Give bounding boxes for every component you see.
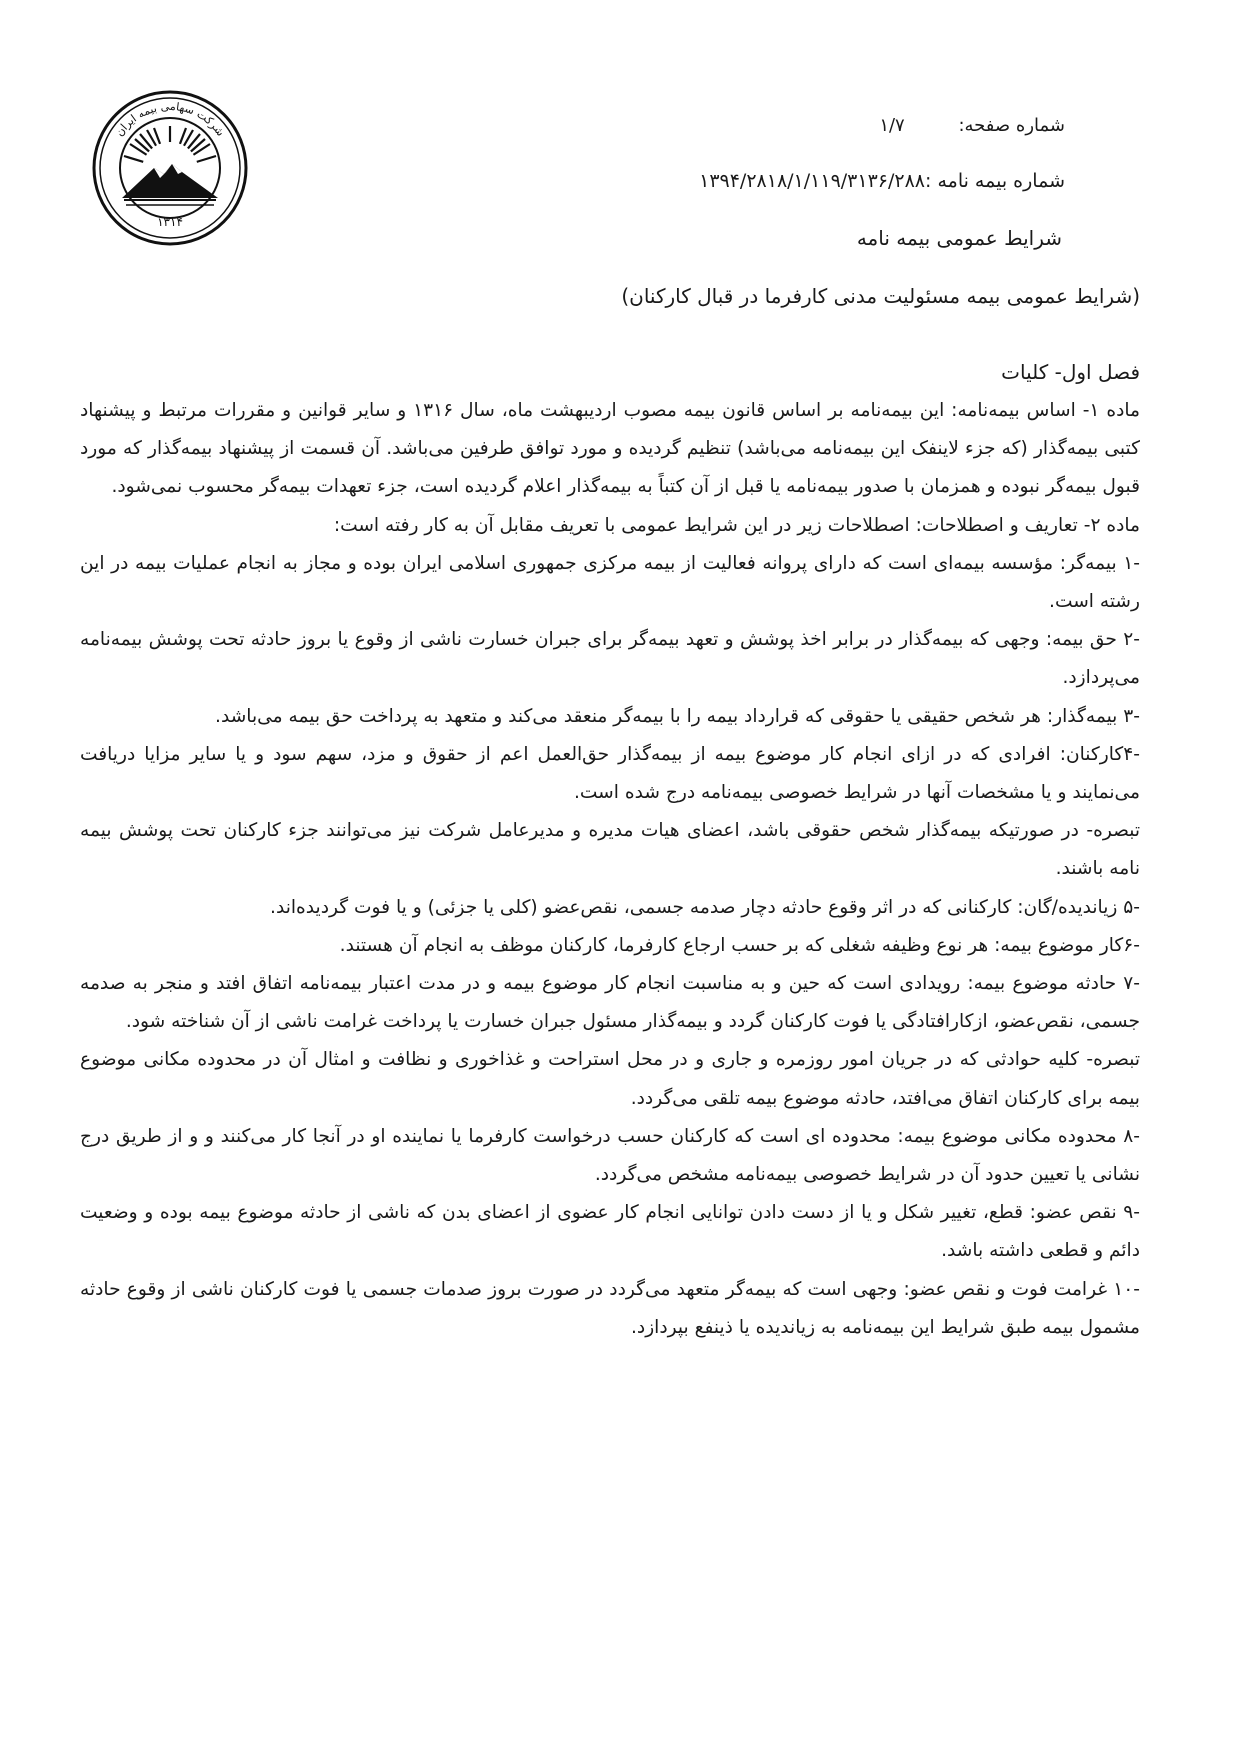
note-legal-entity: تبصره- در صورتیکه بیمه‌گذار شخص حقوقی باشد، اعضای هیات مدیره و مدیرعامل شرکت نیز می‌توانند جزء کارکنان تحت پوشش بیمه نامه باشند. xyxy=(80,820,1140,880)
definition-employees: -۴کارکنان: افرادی که در ازای انجام کار موضوع بیمه از بیمه‌گذار حق‌العمل اعم از حقوق و مزد، سهم سود و یا سایر مزایا دریافت می‌نمایند و یا مشخصات آنها در شرایط خصوصی بیمه‌نامه درج شده است. xyxy=(80,743,1140,804)
definition-injured: -۵ زیاندیده/گان: کارکنانی که در اثر وقوع حادثه دچار صدمه جسمی، نقص‌عضو (کلی یا جزئی) و یا فوت گردیده‌اند. xyxy=(270,896,1140,918)
article-2-definitions: ماده ۲- تعاریف و اصطلاحات: اصطلاحات زیر در این شرایط عمومی با تعریف مقابل آن به کار رفته است: xyxy=(333,514,1140,536)
document-body xyxy=(80,352,1140,1347)
seal-year: ۱۳۱۴ xyxy=(157,215,183,229)
insurance-company-seal xyxy=(90,88,250,248)
chapter-title: فصل اول- کلیات xyxy=(1001,360,1140,384)
definition-location: -۸ محدوده مکانی موضوع بیمه: محدوده ای است که کارکنان حسب درخواست کارفرما یا نماینده او در آنجا کار می‌کنند و و از طریق درج نشانی یا تعیین حدود آن در شرایط خصوصی بیمه‌نامه مشخص می‌گردد. xyxy=(80,1125,1140,1186)
definition-policyholder: -۳ بیمه‌گذار: هر شخص حقیقی یا حقوقی که قرارداد بیمه را با بیمه‌گر منعقد می‌کند و متعهد به پرداخت حق بیمه می‌باشد. xyxy=(215,705,1140,727)
page-number-line xyxy=(879,115,1065,136)
definition-insured-accident: -۷ حادثه موضوع بیمه: رویدادی است که حین و به مناسبت انجام کار موضوع بیمه و در مدت اعتبار بیمه‌نامه اتفاق افتد و منجر به صدمه جسمی، نقص‌عضو، ازکارافتادگی یا فوت کارکنان گردد و بیمه‌گذار مسئول جبران خسارت یا پرداخت غرامت ناشی از آن شناخته شود. xyxy=(80,973,1140,1033)
definition-insured-work: -۶کار موضوع بیمه: هر نوع وظیفه شغلی که بر حسب ارجاع کارفرما، کارکنان موظف به انجام آن هستند. xyxy=(339,934,1140,956)
note-daily-accidents: تبصره- کلیه حوادثی که در جریان امور روزمره و جاری و در محل استراحت و غذاخوری و نظافت و امثال آن در محدوده مکانی موضوع بیمه برای کارکنان اتفاق می‌افتد، حادثه موضوع بیمه تلقی می‌گردد. xyxy=(80,1049,1140,1109)
general-conditions-title: شرایط عمومی بیمه نامه xyxy=(856,226,1062,250)
page-number-value: ۱/۷ xyxy=(879,115,905,136)
document-subtitle: (شرایط عمومی بیمه مسئولیت مدنی کارفرما در قبال کارکنان) xyxy=(621,284,1140,308)
definition-disability: -۹ نقص عضو: قطع، تغییر شکل و یا از دست دادن توانایی انجام کار عضوی از اعضای بدن که ناشی از حادثه موضوع بیمه بوده و وضعیت دائم و قطعی داشته باشد. xyxy=(80,1202,1140,1262)
definition-insurer: -۱ بیمه‌گر: مؤسسه بیمه‌ای است که دارای پروانه فعالیت از بیمه مرکزی جمهوری اسلامی ایران بوده و مجاز به انجام عملیات بیمه در این رشته است. xyxy=(80,552,1140,613)
article-1-basis: ماده ۱- اساس بیمه‌نامه: این بیمه‌نامه بر اساس قانون بیمه مصوب اردیبهشت ماه، سال ۱۳۱۶ و سایر قوانین و مقررات مرتبط و پیشنهاد کتبی بیمه‌گذار (که جزء لاینفک این بیمه‌نامه می‌باشد) تنظیم گردیده و مورد توافق طرفین می‌باشد. آن قسمت از پیشنهاد بیمه‌گذار که مورد قبول بیمه‌گر نبوده و همزمان با صدور بیمه‌نامه یا قبل از آن کتباً به بیمه‌گذار اعلام گردیده است، جزء تعهدات بیمه‌گر محسوب نمی‌شود. xyxy=(80,400,1140,498)
page-number-label: شماره صفحه: xyxy=(958,115,1065,136)
definition-premium: -۲ حق بیمه: وجهی که بیمه‌گذار در برابر اخذ پوشش و تعهد بیمه‌گر برای جبران خسارت ناشی از وقوع یا بروز حادثه تحت پوشش بیمه‌نامه می‌پردازد. xyxy=(80,629,1140,689)
seal-ring-text: شرکت سهامی بیمه ایران xyxy=(112,99,228,139)
policy-number: شماره بیمه نامه :۱۳۹۴/۲۸۱۸/۱/۱۱۹/۳۱۳۶/۲۸۸ xyxy=(699,170,1065,192)
definition-compensation: -۱۰ غرامت فوت و نقص عضو: وجهی است که بیمه‌گر متعهد می‌گردد در صورت بروز صدمات جسمی یا فوت کارکنان ناشی از وقوع حادثه مشمول بیمه طبق شرایط این بیمه‌نامه به زیاندیده یا ذینفع بپردازد. xyxy=(80,1278,1140,1338)
